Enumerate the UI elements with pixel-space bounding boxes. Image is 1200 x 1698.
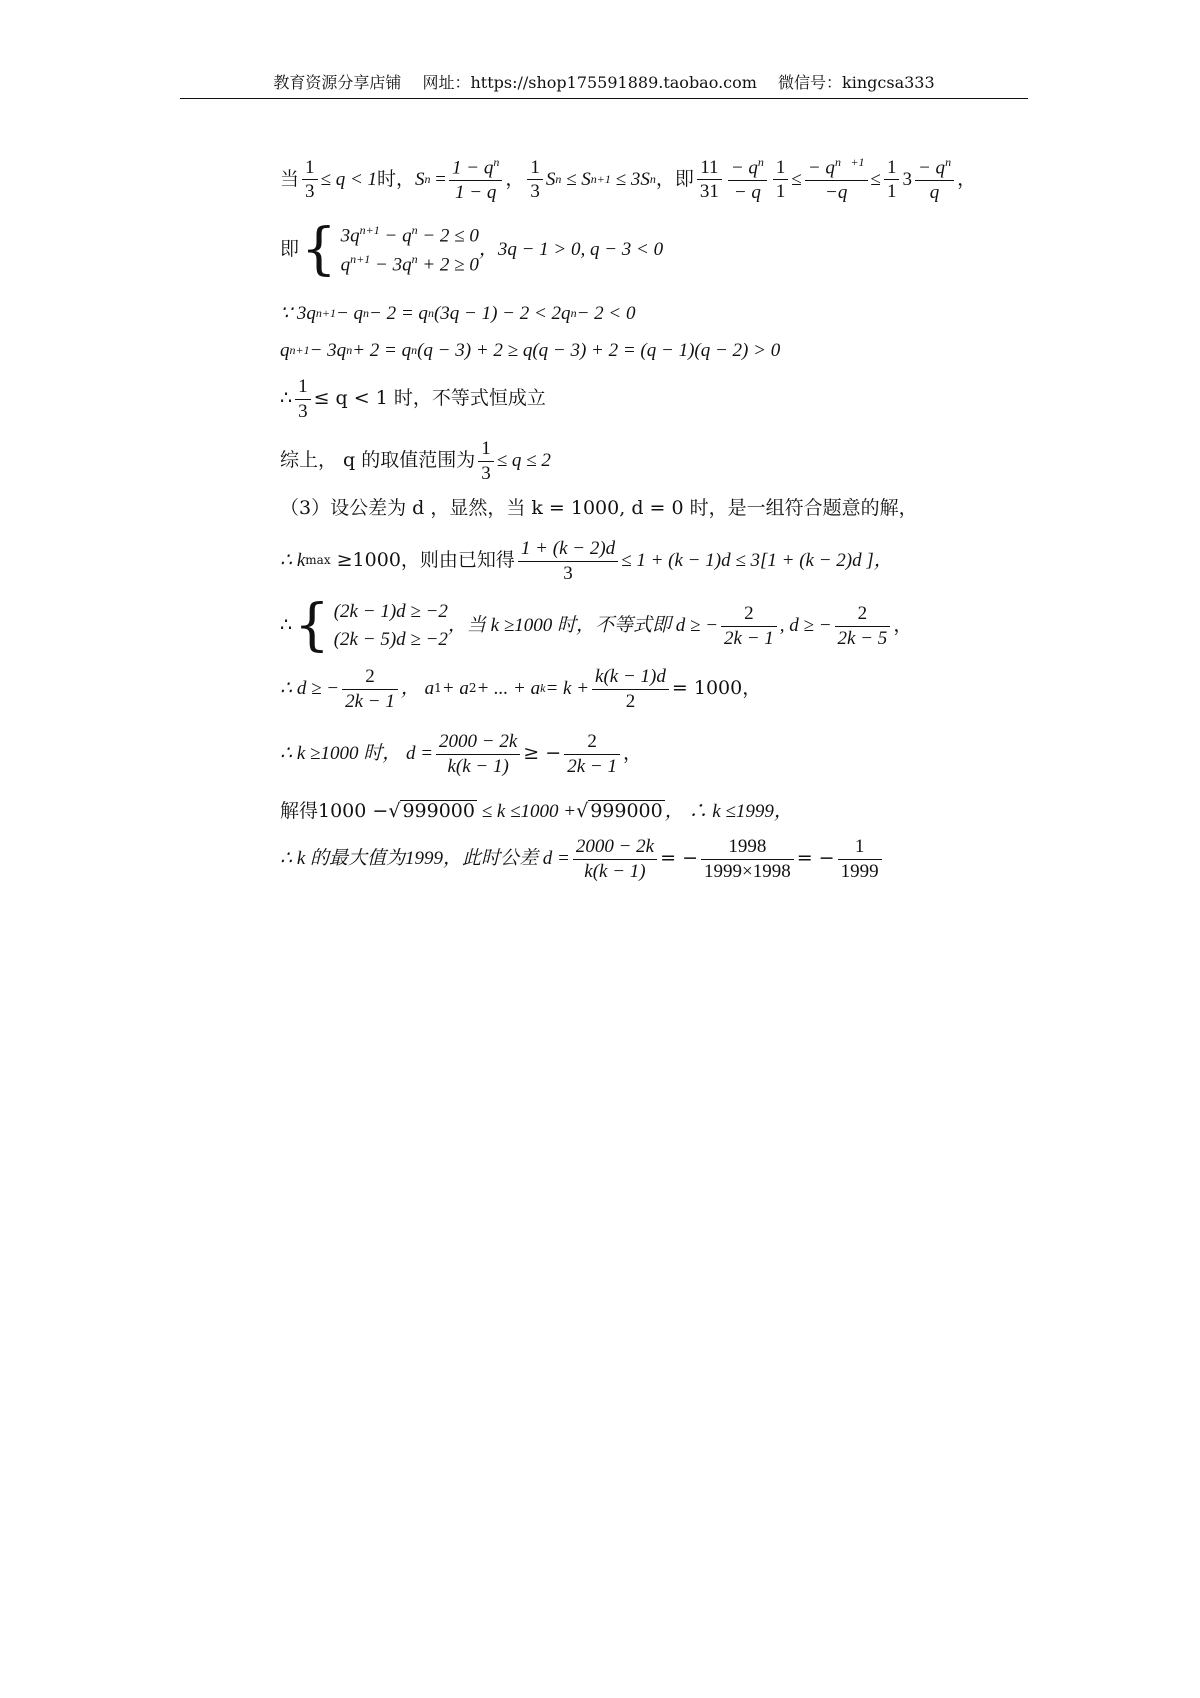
math-line-2: 即 { $3q^{n+1} - q^n - 2 \le 0$ $q^{n+1} - 3q^n + 2 \ge 0$ ，3q − 1 > 0, q − 3 < 0 <box>280 217 664 282</box>
inequality-system: $3q^{n+1} - q^n - 2 \le 0$ $q^{n+1} - 3q^n + 2 \ge 0$ <box>340 222 479 276</box>
shop-url[interactable]: 网址：https://shop175591889.taobao.com <box>422 73 757 92</box>
math-line-9: ∴ { (2k − 1)d ≥ −2 (2k − 5)d ≥ −2 ，当 k ≥1000 时，不等式即 d ≥ − $\frac{2}{2k - 1}$ , d ≥ − $\frac{2}{2k - 5}$ ， <box>280 593 913 658</box>
math-line-4: q n+1 − 3q n + 2 = q n (q − 3) + 2 ≥ q(q − 3) + 2 = (q − 1)(q − 2) > 0 <box>280 340 781 361</box>
wechat-id: 微信号：kingcsa333 <box>778 73 935 92</box>
left-brace: { <box>294 593 330 658</box>
math-line-12: 解得1000 − √ 999000 ≤ k ≤1000 + √ 999000 ， ∴ k ≤1999， <box>280 799 793 822</box>
math-line-13: ∴ k 的最大值为1999，此时公差 d = $\frac{2000 - 2k}{k(k - 1)}$ = − $\frac{1998}{1999\times 1998}$ = − $\frac{1}{1999}$ <box>280 835 885 884</box>
math-line-1: 当 $\frac{1}{3}$ ≤ q < 1 时， S n = $\frac{1 - q^n}{1 - q}$ ， $\frac{1}{3}$ S n ≤ S n+1 ≤ 3S n ，即 $\frac{11}{31}$ $\frac{- q^n}{- q}$ $\frac{1}{1}$ ≤ $\frac{- q^n ^{+1}}{-q}$ ≤ $\frac{1}{1}$ 3 $\frac{- q^n}{q}$ ， <box>280 155 977 204</box>
math-line-6: 综上， q 的取值范围为 $\frac{1}{3}$ ≤ q ≤ 2 <box>280 438 551 484</box>
garbled-fraction: $\frac{11}{31}$ <box>697 156 722 205</box>
left-brace: { <box>301 217 337 282</box>
math-line-10: ∴ d ≥ − $\frac{2}{2k - 1}$ ， a 1 + a 2 + ... + a k = k + $\frac{k(k - 1)d}{2}$ = 1000， <box>280 666 762 712</box>
math-line-5: ∴ $\frac{1}{3}$ ≤ q < 1 时，不等式恒成立 <box>280 376 546 422</box>
square-root: √ 999000 <box>576 800 663 822</box>
fraction: $\frac{1 - q^n}{1 - q}$ <box>449 155 502 205</box>
page-header <box>180 70 1028 93</box>
fraction: $\frac{1}{3}$ <box>302 156 318 205</box>
math-line-3: ∵ 3q n+1 − q n − 2 = q n (3q − 1) − 2 < 2q n − 2 < 0 <box>280 303 636 324</box>
fraction: $\frac{1}{3}$ <box>527 156 543 205</box>
math-line-7: （3）设公差为 d ，显然，当 k = 1000, d = 0 时，是一组符合题意的解， <box>280 497 918 519</box>
header-divider <box>180 98 1028 99</box>
square-root: √ 999000 <box>388 800 475 822</box>
math-line-8: ∴ k max ≥1000，则由已知得 $\frac{1 + (k - 2)d}{3}$ ≤ 1 + (k − 1)d ≤ 3[1 + (k − 2)d ]， <box>280 538 893 584</box>
shop-name: 教育资源分享店铺 <box>273 73 402 92</box>
math-line-11: ∴ k ≥1000 时， d = $\frac{2000 - 2k}{k(k - 1)}$ ≥ − $\frac{2}{2k - 1}$ ， <box>280 731 642 777</box>
